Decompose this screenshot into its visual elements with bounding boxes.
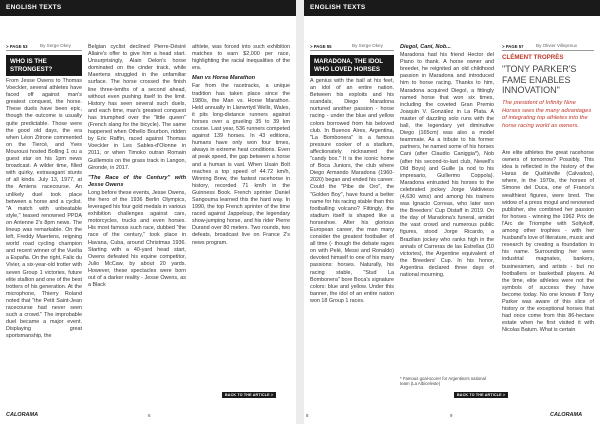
body-text: Are elite athletes the great racehorse owners of tomorrow? Possibly. This idea is reflected in the history of the Haras de Quétiéville (Calvados), where, in the 1970s, the horses of Simone del Duca, one of France's wealthiest figures, were bred. The widow of a press mogul and renowned publisher, she combined her passion for horses - winning the 1962 Prix de l'Arc de Triomphe with Soltykoff, among other trophies - with her husband's love of literature, music and research by creating a foundation in his name. Surrounding her were industrial magnates, bankers, businessmen, and artists - but no footballers or basketball players. At the time, elite athletes were not the symbols of success they have become today. No one knows if Tony Parker was aware of this slice of history or the exceptional horses that had once come from this 86-hectare estate when he first visited it with Nicolas Batum. What is certain — [502, 150, 594, 334]
body-text: Belgian cyclist declined Pierre-Désiré Allaire's offer to give him a head start. Unsurprisingly, Alain Delon's horse dominated on the cinder track, while Maertens struggled in the unfamiliar surface. The horse crossed the finish line three-tenths of a second ahead, without even pushing itself to the limit. History has seen several such duels, and each time, man's greatest conquest has triumphed over the "little queen" (French slang for the bicycle). The same happened when Othello Bourbon, ridden by Eric Raffin, raced against Thomas Voeckler in Les Sables-d'Olonne in 2011, or when Timoko outran Romain Guillemois on the grass track in Langon, Gironde, in 2017. — [88, 44, 186, 171]
back-to-article-button[interactable]: BACK TO THE ARTICLE > — [222, 392, 276, 398]
left-page — [0, 0, 296, 424]
subheading: Diegol, Cani, Nob... — [400, 44, 451, 50]
article-column-3 — [502, 150, 594, 402]
article-column-2 — [400, 44, 494, 372]
body-text: Far from the racetracks, a unique tradition has taken place since the 1980s, the Man vs. Horse Marathon. Held annually in Llanwrtyd Wells, Wales, it pits long-distance runners against horses over a grueling 35 to 39 km course. Last year, 536 runners competed against 139 horses. In 43 editions, humans have only won four times, always in extreme heat conditions. Even at peak speed, the gap between a horse and a human is vast. When Usain Bolt reaches a top speed of 44.72 km/h, Winning Brew, the fastest racehorse in history, recorded 71 km/h in the Guinness Book. French sprinter Daniel Sangouma learned this the hard way. In 1990, the top French sprinter of the time raced against Jappeloup, the legendary show-jumping horse, and his rider Pierre Durand over 80 meters. Two rounds, two defeats, broadcast live on France 2's news program. — [192, 83, 290, 246]
article-column-2 — [88, 44, 186, 400]
body-text: From Jesse Owens to Thomas Voeckler, several athletes have faced off against man's greatest conquest, the horse. These duels have been epic, though the outcome is usually quite predictable. Those were the good old days, the era when Léon Zitrone commented on the Tiercé, and Yves Mourousi hosted Bolling 1 ou a guest star on his 1pm news broadcast. A wilder time, filled with quirky, extravagant stunts of all kinds. July 13, 1977, at the Amiens racecourse. An unlikely duel took place between a horse and a cyclist. "A match with unbeatable style," teased renowned PPDA on Antenne 2's 8pm news. The lineup was remarkable. On the left, Freddy Maertens, reigning world road cycling champion and recent winner of the Vuelta a España. On the right, Falic du Vivier, a six-year-old trotter with seven Group 1 victories, future elite stallion and one of the best trotters of his generation. At the microphone, Thierry Roland noted that "the Petit Saint-Jean racecourse had never seen such a crowd." The improbable duel became a major event. Displaying great sportsmanship, the — [6, 78, 82, 340]
kicker-name: CLÉMENT TROPRÈS — [502, 54, 564, 61]
headline-box: WHO IS THE STRONGEST? — [6, 55, 82, 76]
section-bar — [304, 0, 600, 16]
magazine-logo: CALORAMA — [6, 412, 39, 418]
section-label: ENGLISH TEXTS — [310, 4, 366, 11]
section-label: ENGLISH TEXTS — [6, 4, 62, 11]
author: By Olivier Villepreux — [536, 43, 578, 48]
page-tag: > PAGE 53 — [6, 44, 28, 49]
article-column-1 — [310, 78, 394, 400]
body-text: A genius with the ball at his feet, an idol of an entire nation. Between his exploits and his scandals, Diego Maradona nurtured another passion - horse racing - under the blue and yellow colors borrowed from his beloved club. In Buenos Aires, Argentina, "La Bombonera" is a famous pressure cooker of a stadium, affectionately nicknamed the "candy box." It is the iconic home of Boca Juniors, the club where Diego Armando Maradona (1960-2020) began and ended his career. Could the "Pibe de Oro", the "Golden Boy", have found a better name for his racing stable than this footballing volcano? Fittingly, the stadium itself is shaped like a horseshoe. After his glorious European career, the man many consider the greatest footballer of all time (- though the debate rages on with Pelé, Messi and Ronaldo) devoted himself to one of his many passions: horses. Naturally, his racing stable, "Stud La Bombonera" bore Boca's signature colors: blue and yellow. Under this banner, the idol of an entire nation won 18 Group 1 races. — [310, 78, 394, 304]
quote-headline: "TONY PARKER'S FAME ENABLES INNOVATION" — [502, 64, 577, 95]
article-column-1 — [6, 78, 82, 400]
footnote: * Famous goal-scorer for Argentina's national team (La Albiceleste) — [400, 376, 486, 387]
body-text: Maradona had his friend Hector del Piano to thank. A horse owner and breeder, he reignited an old childhood passion in Maradona and introduced him to horse racing. Thanks to him, Maradona acquired Diegol, a fittingly named horse that won six times, including the coveted Gran Premio Joaquín V. González in La Plata. A master of dazzling solo runs with the ball, the legendary yet diminutive Diego (165cm) was also a model teammate. As a tribute to his former partners, he named some of his horses Cani (after Claudio Caniggia*), Nob (after his second-to-last club, Newell's Old Boys) and Guille (a nod to his impresario, Guillermo Coppola). Maradona entrusted his horses to the celebrated jockey Jorge Valdivieso (4,630 wins) and among his trainers was Ignacio Correas, who later won the Breeders' Cup Distaff in 2019. On the day of Maradona's funeral, amidst the vast crowd and numerous public figures, stood Jorge Ricardo, a Brazilian jockey who ranks high in the annals of Carreras de las Estrellas (10 victories), the Argentine equivalent of the Breeders' Cup. In his honor, Argentina declared three days of national mourning. — [400, 52, 494, 278]
back-to-article-button[interactable]: BACK TO THE ARTICLE > — [454, 392, 508, 398]
subheading: "The Race of the Century" with Jesse Owens — [88, 174, 186, 188]
right-page — [304, 0, 600, 424]
divider — [6, 50, 82, 51]
magazine-logo: CALORAMA — [550, 412, 583, 418]
article-column-3 — [192, 44, 290, 388]
headline-box: MARADONA, THE IDOL WHO LOVED HORSES — [310, 55, 394, 76]
subheading: Man vs Horse Marathon — [192, 75, 256, 82]
body-text: athlete, was forced into such exhibition matches to earn $2,000 per race, highlighting the racial inequalities of the era. — [192, 44, 290, 72]
section-bar — [0, 0, 296, 16]
spread-gutter — [296, 0, 304, 424]
page-number: 6 — [148, 413, 151, 418]
page-tag: > PAGE 55 — [310, 44, 332, 49]
page-tag: > PAGE 57 — [502, 44, 524, 49]
author: By Serge Okey — [40, 43, 71, 48]
body-text: Long before these events, Jesse Owens, the hero of the 1936 Berlin Olympics, leveraged his four gold medals in various exhibition challenges against cars, motorcycles, trucks and even horses. His most famous such race, dubbed "the race of the century," took place in Havana, Cuba, around Christmas 1936. Starting with a 40-yard head start, Owens defeated his equine competitor, Julio McCaw, by about 20 yards. However, these spectacles were born out of a darker reality - Jesse Owens, as a Black — [88, 189, 186, 289]
page-number: 9 — [450, 413, 453, 418]
page-number: 8 — [306, 413, 309, 418]
divider — [502, 50, 594, 51]
divider — [310, 50, 394, 51]
intro-text: The president of Infinity Nine Horses sees the many advantages of integrating top athletes into the horse racing world as owners. — [502, 100, 592, 129]
author: By Serge Okey — [352, 43, 383, 48]
